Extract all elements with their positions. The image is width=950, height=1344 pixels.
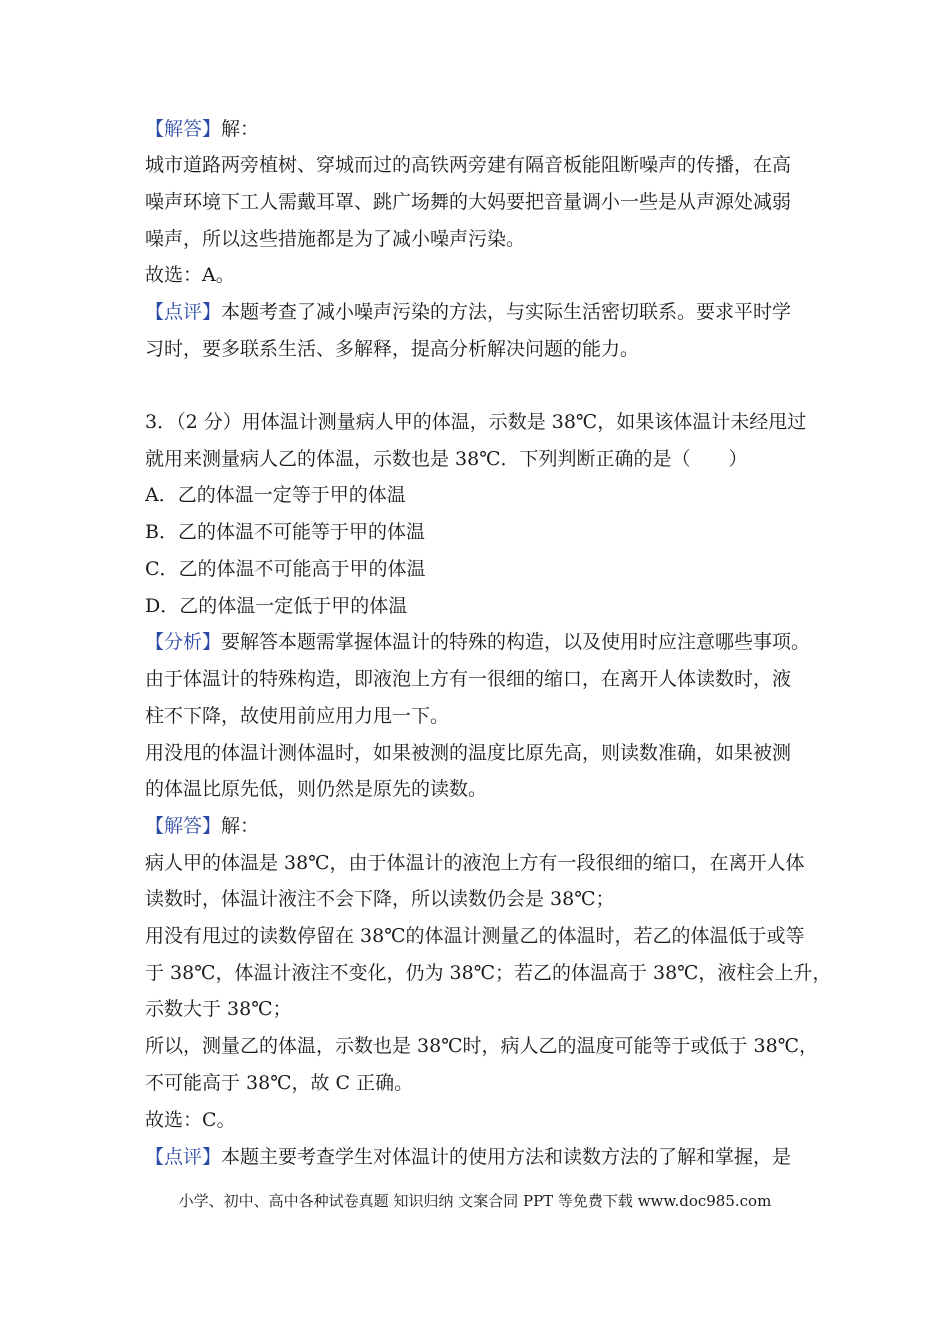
comment-label: 【点评】 (145, 1146, 222, 1168)
question-stem: 3．（2 分）用体温计测量病人甲的体温，示数是 38℃，如果该体温计未经甩过 (145, 411, 807, 433)
answer-first-text: 解： (221, 815, 260, 837)
text-line: 城市道路两旁植树、穿城而过的高铁两旁建有隔音板能阻断噪声的传播，在高 (145, 154, 792, 176)
question-stem: 就用来测量病人乙的体温，示数也是 38℃．下列判断正确的是（ ） (145, 448, 748, 470)
text-line: 读数时，体温计液注不会下降，所以读数仍会是 38℃； (145, 888, 615, 910)
option-b: B．乙的体温不可能等于甲的体温 (145, 521, 425, 543)
option-d: D．乙的体温一定低于甲的体温 (145, 595, 408, 617)
comment-heading-1 (145, 299, 791, 325)
analysis-label: 【分析】 (145, 631, 222, 653)
analysis-first-text: 要解答本题需掌握体温计的特殊的构造，以及使用时应注意哪些事项。 (221, 631, 811, 653)
option-a: A．乙的体温一定等于甲的体温 (145, 484, 406, 506)
text-line: 所以，测量乙的体温，示数也是 38℃时，病人乙的温度可能等于或低于 38℃， (145, 1035, 818, 1057)
comment-label: 【点评】 (145, 301, 222, 323)
answer-heading-2 (145, 813, 259, 839)
text-line: 噪声，所以这些措施都是为了减小噪声污染。 (145, 228, 526, 250)
text-line: 用没甩的体温计测体温时，如果被测的温度比原先高，则读数准确，如果被测 (145, 742, 792, 764)
text-line: 于 38℃，体温计液注不变化，仍为 38℃；若乙的体温高于 38℃，液柱会上升， (145, 962, 832, 984)
option-c: C．乙的体温不可能高于甲的体温 (145, 558, 426, 580)
answer-heading-1 (145, 116, 259, 142)
analysis-heading (145, 629, 810, 655)
text-line: 噪声环境下工人需戴耳罩、跳广场舞的大妈要把音量调小一些是从声源处减弱 (145, 191, 792, 213)
answer-label: 【解答】 (145, 815, 222, 837)
text-line: 用没有甩过的读数停留在 38℃的体温计测量乙的体温时，若乙的体温低于或等 (145, 925, 805, 947)
answer-label: 【解答】 (145, 118, 222, 140)
text-line: 故选：C。 (145, 1109, 236, 1131)
text-line: 习时，要多联系生活、多解释，提高分析解决问题的能力。 (145, 338, 640, 360)
comment-first-text: 本题考查了减小噪声污染的方法，与实际生活密切联系。要求平时学 (221, 301, 792, 323)
text-line: 由于体温计的特殊构造，即液泡上方有一很细的缩口，在离开人体读数时，液 (145, 668, 792, 690)
text-line: 故选：A。 (145, 264, 235, 286)
text-line: 示数大于 38℃； (145, 998, 292, 1020)
text-line: 的体温比原先低，则仍然是原先的读数。 (145, 778, 488, 800)
text-line: 柱不下降，故使用前应用力甩一下。 (145, 705, 450, 727)
page-footer: 小学、初中、高中各种试卷真题 知识归纳 文案合同 PPT 等免费下载 www.doc985.com (178, 1192, 772, 1210)
comment-first-text: 本题主要考查学生对体温计的使用方法和读数方法的了解和掌握，是 (221, 1146, 792, 1168)
text-line: 不可能高于 38℃，故 C 正确。 (145, 1072, 414, 1094)
text-line: 病人甲的体温是 38℃，由于体温计的液泡上方有一段很细的缩口，在离开人体 (145, 852, 805, 874)
comment-heading-2 (145, 1144, 791, 1170)
answer-first-text: 解： (221, 118, 260, 140)
